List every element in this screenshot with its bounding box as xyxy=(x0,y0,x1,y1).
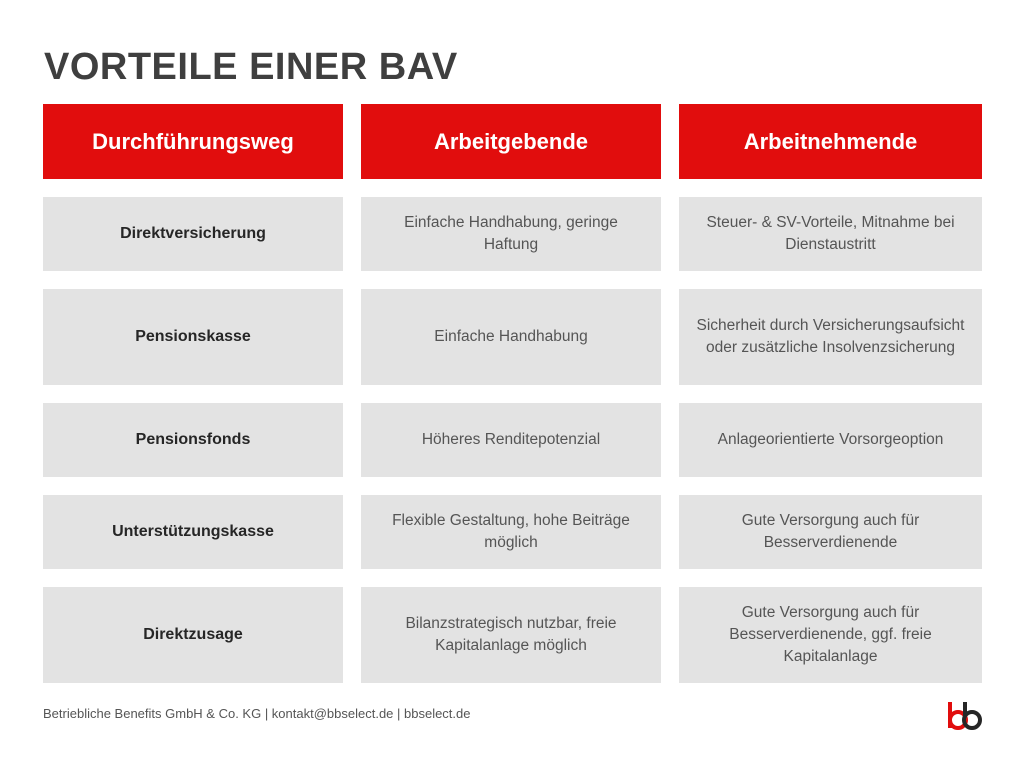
employee-benefit: Steuer- & SV-Vorteile, Mitnahme bei Dienstaustritt xyxy=(679,197,982,271)
employee-benefit: Sicherheit durch Versicherungsaufsicht oder zusätzliche Insolvenzsicherung xyxy=(679,289,982,385)
employer-benefit: Bilanzstrategisch nutzbar, freie Kapitalanlage möglich xyxy=(361,587,661,683)
footer-contact: Betriebliche Benefits GmbH & Co. KG | kontakt@bbselect.de | bbselect.de xyxy=(43,706,471,721)
table-header-row xyxy=(43,104,982,179)
column-header-employee: Arbeitnehmende xyxy=(679,104,982,179)
employee-benefit: Gute Versorgung auch für Besserverdienende xyxy=(679,495,982,569)
row-label: Direktzusage xyxy=(43,587,343,683)
row-label: Pensionsfonds xyxy=(43,403,343,477)
table-row xyxy=(43,289,982,385)
column-header-employer: Arbeitgebende xyxy=(361,104,661,179)
table-row xyxy=(43,403,982,477)
employer-benefit: Höheres Renditepotenzial xyxy=(361,403,661,477)
page-title: VORTEILE EINER BAV xyxy=(44,46,458,88)
employer-benefit: Flexible Gestaltung, hohe Beiträge möglich xyxy=(361,495,661,569)
table-row xyxy=(43,197,982,271)
row-label: Unterstützungskasse xyxy=(43,495,343,569)
table-row xyxy=(43,495,982,569)
employee-benefit: Gute Versorgung auch für Besserverdienende, ggf. freie Kapitalanlage xyxy=(679,587,982,683)
employee-benefit: Anlageorientierte Vorsorgeoption xyxy=(679,403,982,477)
employer-benefit: Einfache Handhabung xyxy=(361,289,661,385)
employer-benefit: Einfache Handhabung, geringe Haftung xyxy=(361,197,661,271)
column-header-way: Durchführungsweg xyxy=(43,104,343,179)
benefits-table xyxy=(43,104,982,701)
bb-logo-icon xyxy=(946,700,982,732)
table-row xyxy=(43,587,982,683)
row-label: Direktversicherung xyxy=(43,197,343,271)
row-label: Pensionskasse xyxy=(43,289,343,385)
